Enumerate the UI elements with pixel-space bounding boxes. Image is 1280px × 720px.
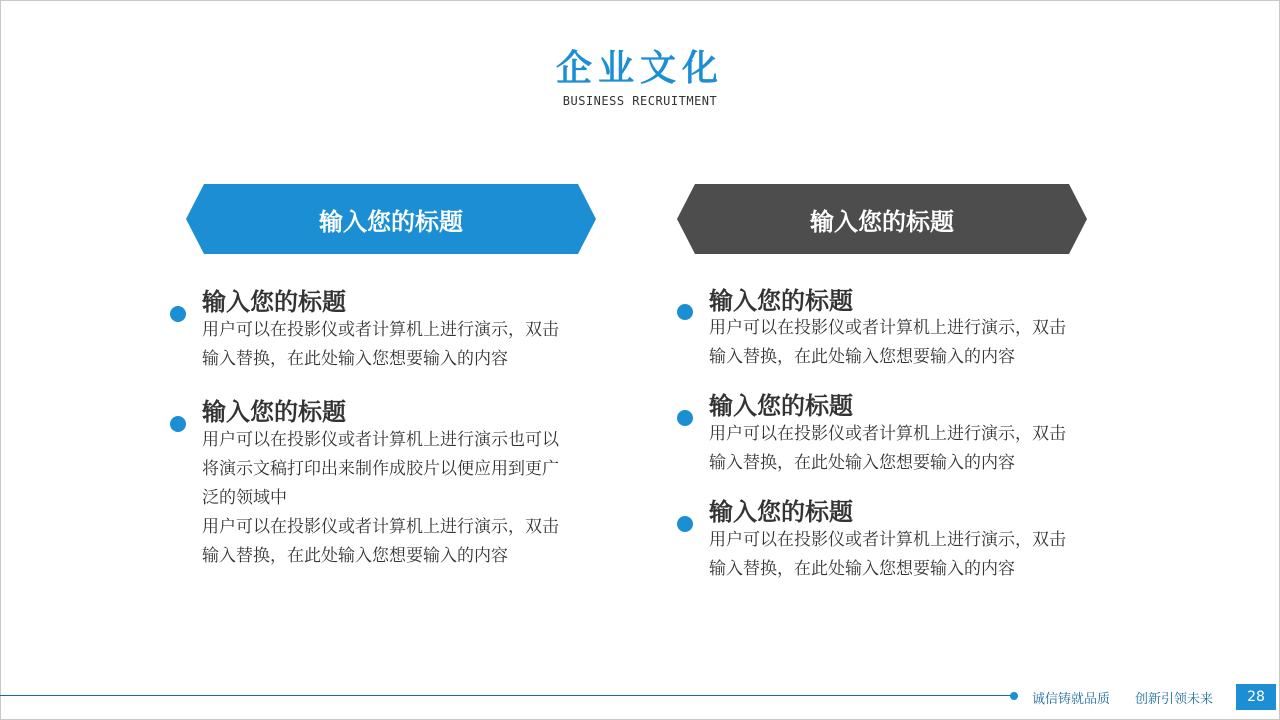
bullet-dot-icon [677,516,693,532]
text-line: 用户可以在投影仪或者计算机上进行演示，双击 [709,318,1066,338]
right-item-3-text [709,526,1129,584]
text-line: 用户可以在投影仪或者计算机上进行演示，双击 [202,320,559,340]
left-item-1-text [202,316,622,374]
text-line: 泛的领域中 [202,488,287,508]
right-item-2-text [709,420,1129,478]
bullet-dot-icon [170,416,186,432]
left-item-1-heading: 输入您的标题 [202,288,346,316]
text-line: 输入替换，在此处输入您想要输入的内容 [709,559,1015,579]
text-line: 用户可以在投影仪或者计算机上进行演示，双击 [709,424,1066,444]
right-item-3-heading: 输入您的标题 [709,498,853,526]
text-line: 用户可以在投影仪或者计算机上进行演示也可以 [202,430,559,450]
slide-subtitle: BUSINESS RECRUITMENT [562,94,718,108]
bullet-dot-icon [677,304,693,320]
right-banner-label: 输入您的标题 [810,207,954,236]
right-banner [677,184,1087,254]
text-line: 用户可以在投影仪或者计算机上进行演示，双击 [202,517,559,537]
right-item-1-text [709,314,1129,372]
right-item-1-heading: 输入您的标题 [709,287,853,315]
footer-dot-icon [1010,692,1018,700]
left-item-2-heading: 输入您的标题 [202,398,346,426]
bullet-dot-icon [170,306,186,322]
text-line: 输入替换，在此处输入您想要输入的内容 [202,546,508,566]
text-line: 输入替换，在此处输入您想要输入的内容 [709,453,1015,473]
footer-divider [0,695,1012,696]
left-banner [186,184,596,254]
footer-slogan-1: 诚信铸就品质 [1032,692,1111,707]
footer-slogan-2: 创新引领未来 [1135,692,1214,707]
left-item-2-text [202,426,622,571]
page-number-badge: 28 [1236,684,1276,710]
text-line: 用户可以在投影仪或者计算机上进行演示，双击 [709,530,1066,550]
right-item-2-heading: 输入您的标题 [709,392,853,420]
text-line: 输入替换，在此处输入您想要输入的内容 [202,349,508,369]
slide-title: 企业文化 [555,48,724,89]
text-line: 将演示文稿打印出来制作成胶片以便应用到更广 [202,459,559,479]
left-banner-label: 输入您的标题 [319,207,463,236]
bullet-dot-icon [677,410,693,426]
text-line: 输入替换，在此处输入您想要输入的内容 [709,347,1015,367]
